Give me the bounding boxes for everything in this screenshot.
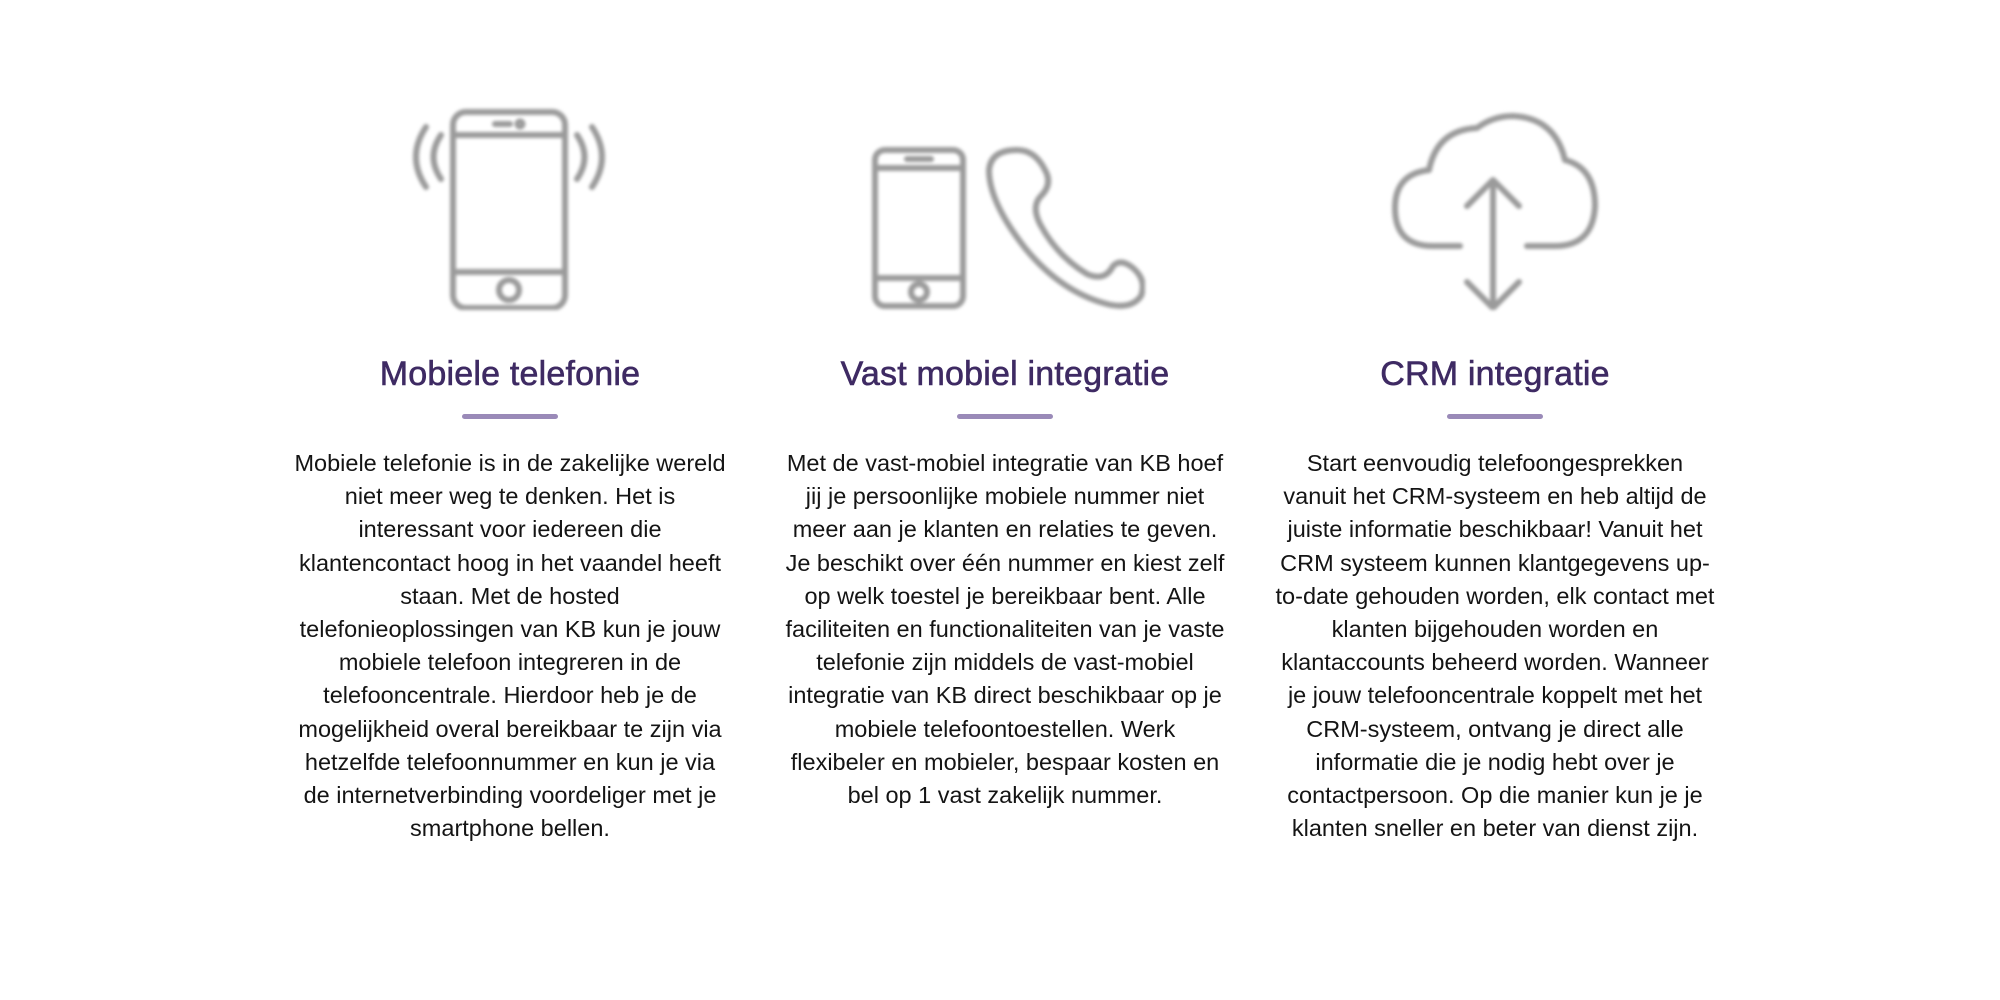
feature-crm-integratie bbox=[1265, 90, 1725, 845]
phone-and-handset-icon bbox=[775, 90, 1235, 310]
feature-title: CRM integratie bbox=[1380, 355, 1610, 393]
feature-mobiele-telefonie bbox=[280, 90, 740, 845]
feature-description: Start eenvoudig telefoongesprekken vanuit het CRM-systeem en heb altijd de juiste informatie beschikbaar! Vanuit het CRM systeem kunnen klantgegevens up-to-date gehouden worden, elk contact met klanten bijgehouden worden en klantaccounts beheerd worden. Wanneer je jouw telefooncentrale koppelt met het CRM-systeem, ontvang je direct alle informatie die je nodig hebt over je contactpersoon. Op die manier kun je je klanten sneller en beter van dienst zijn. bbox=[1275, 450, 1715, 842]
feature-title: Mobiele telefonie bbox=[379, 355, 641, 393]
feature-vast-mobiel-integratie bbox=[775, 90, 1235, 812]
feature-description: Mobiele telefonie is in de zakelijke wereld niet meer weg te denken. Het is interessant voor iedereen die klantencontact hoog in het vaandel heeft staan. Met de hosted telefonieoplossingen van KB kun je jouw mobiele telefoon integreren in de telefooncentrale. Hierdoor heb je de mogelijkheid overal bereikbaar te zijn via hetzelfde telefoonnummer en kun je via de internetverbinding voordeliger met je smartphone bellen. bbox=[294, 450, 726, 842]
feature-description: Met de vast-mobiel integratie van KB hoef jij je persoonlijke mobiele nummer niet meer aan je klanten en relaties te geven. Je beschikt over één nummer en kiest zelf op welk toestel je bereikbaar bent. Alle faciliteiten en functionaliteiten van je vaste telefonie zijn middels de vast-mobiel integratie van KB direct beschikbaar op je mobiele telefoontoestellen. Werk flexibeler en mobieler, bespaar kosten en bel op 1 vast zakelijk nummer. bbox=[785, 450, 1225, 809]
vibrating-phone-icon bbox=[280, 90, 740, 310]
title-underline bbox=[1447, 414, 1543, 419]
title-underline bbox=[462, 414, 558, 419]
cloud-sync-icon bbox=[1265, 90, 1725, 310]
title-underline bbox=[957, 414, 1053, 419]
feature-title: Vast mobiel integratie bbox=[840, 355, 1170, 393]
